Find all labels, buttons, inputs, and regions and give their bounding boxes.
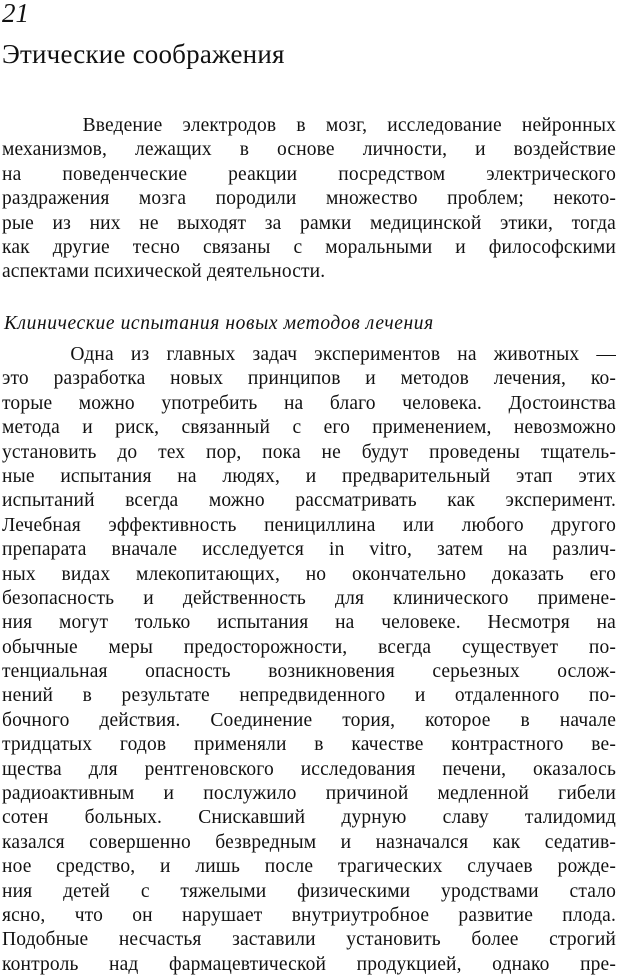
text-line: препарата вначале исследуется in vitro, затем на различ-: [2, 539, 616, 561]
text-line: аспектами психической деятельности.: [2, 261, 326, 283]
text-line: ные испытания на людях, и предварительный этап этих: [2, 465, 616, 487]
text-line: радиоактивным и послужило причиной медленной гибели: [2, 783, 616, 805]
text-line: Введение электродов в мозг, исследование нейронных: [2, 115, 616, 136]
text-line: сотен больных. Снискавший дурную славу талидомид: [2, 807, 616, 829]
text-line: казался совершенно безвредным и назначался как седатив-: [2, 831, 616, 853]
text-line: ных видах млекопитающих, но окончательно доказать его: [2, 563, 616, 585]
text-line: раздражения мозга породили множество проблем; некото-: [2, 188, 616, 210]
text-line: Лечебная эффективность пенициллина или любого другого: [2, 514, 616, 536]
text-line: ния детей с тяжелыми физическими уродствами стало: [2, 880, 616, 902]
text-line: установить до тех пор, пока не будут проведены тщатель-: [2, 441, 616, 463]
text-line: ния могут только испытания на человеке. Несмотря на: [2, 612, 616, 634]
text-line: механизмов, лежащих в основе личности, и воздействие: [2, 139, 616, 161]
text-line: как другие тесно связаны с моральными и философскими: [2, 236, 616, 258]
text-line: это разработка новых принципов и методов лечения, ко-: [2, 368, 616, 390]
text-line: обычные меры предосторожности, всегда существует по-: [2, 636, 616, 658]
chapter-number: 21: [2, 0, 29, 28]
intro-paragraph: [2, 114, 616, 285]
section-paragraph: [2, 343, 616, 977]
text-line: на поведенческие реакции посредством электрического: [2, 163, 616, 185]
text-line: ясно, что он нарушает внутриутробное развитие плода.: [2, 904, 616, 926]
text-line: ное средство, и лишь после трагических случаев рожде-: [2, 856, 616, 878]
text-line: Одна из главных задач экспериментов на животных —: [2, 344, 616, 365]
section-title: Клинические испытания новых методов лечения: [4, 313, 434, 334]
text-line: Подобные несчастья заставили установить более строгий: [2, 929, 616, 951]
text-line: бочного действия. Соединение тория, которое в начале: [2, 709, 616, 731]
text-line: испытаний всегда можно рассматривать как эксперимент.: [2, 490, 616, 512]
text-line: контроль над фармацевтической продукцией, однако пре-: [2, 953, 616, 975]
text-line: нений в результате непредвиденного и отдаленного по-: [2, 685, 616, 707]
text-line: тенциальная опасность возникновения серьезных ослож-: [2, 661, 616, 683]
text-line: торые можно употребить на благо человека. Достоинства: [2, 392, 616, 414]
text-line: безопасность и действенность для клинического примене-: [2, 587, 616, 609]
text-line: метода и риск, связанный с его применением, невозможно: [2, 417, 616, 439]
text-line: щества для рентгеновского исследования печени, оказалось: [2, 758, 616, 780]
text-line: тридцатых годов применяли в качестве контрастного ве-: [2, 734, 616, 756]
chapter-title: Этические соображения: [2, 39, 285, 69]
text-line: рые из них не выходят за рамки медицинской этики, тогда: [2, 212, 616, 234]
